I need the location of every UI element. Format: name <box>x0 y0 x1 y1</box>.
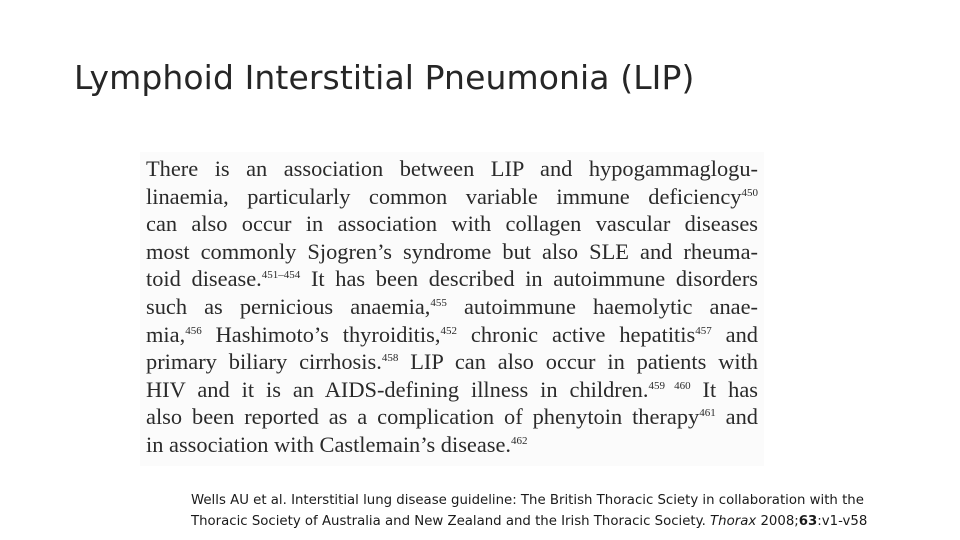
excerpt-text-segment: HIV and it is an AIDS-defining illness in children. <box>146 376 649 402</box>
reference-number: 452 <box>440 324 457 337</box>
excerpt-line <box>146 293 758 321</box>
excerpt-text-segment: Hashimoto’s thyroiditis, <box>201 321 441 347</box>
excerpt-paragraph <box>146 155 758 459</box>
reference-number: 456 <box>185 324 202 337</box>
excerpt-line <box>146 183 758 211</box>
excerpt-text-segment: and <box>715 404 758 430</box>
excerpt-text-segment: linaemia, particularly common variable immune deficiency <box>146 183 742 209</box>
slide-title: Lymphoid Interstitial Pneumonia (LIP) <box>74 58 695 97</box>
excerpt-text-segment: primary biliary cirrhosis. <box>146 349 382 375</box>
excerpt-text-segment: and <box>711 321 758 347</box>
excerpt-text-segment: It has been described in autoimmune disorders <box>300 266 758 292</box>
excerpt-image <box>140 152 764 466</box>
citation-year: 2008; <box>756 514 799 529</box>
citation-volume: 63 <box>798 514 818 529</box>
reference-number: 457 <box>695 324 712 337</box>
excerpt-text-segment: mia, <box>146 321 186 347</box>
citation-journal: Thorax <box>710 514 757 529</box>
excerpt-text-segment: autoimmune haemolytic anae- <box>446 293 758 319</box>
excerpt-text-segment: It has <box>690 376 758 402</box>
reference-number: 450 <box>741 186 758 199</box>
excerpt-text-segment: LIP can also occur in patients with <box>398 349 758 375</box>
reference-number: 451–454 <box>261 269 301 282</box>
excerpt-text-segment: most commonly Sjogren’s syndrome but also SLE and rheuma- <box>146 238 758 264</box>
reference-number: 461 <box>699 407 716 420</box>
excerpt-line <box>146 376 758 404</box>
excerpt-line <box>146 210 758 238</box>
citation <box>191 490 931 532</box>
citation-text: Thoracic Society of Australia and New Zealand and the Irish Thoracic Society. <box>191 514 711 529</box>
reference-number: 455 <box>430 296 447 309</box>
excerpt-line <box>146 321 758 349</box>
excerpt-text-segment: There is an association between LIP and hypogammaglogu- <box>146 156 758 181</box>
excerpt-line <box>146 265 758 293</box>
excerpt-line <box>146 238 758 266</box>
excerpt-line <box>146 431 758 459</box>
excerpt-text-segment: in association with Castlemain’s disease. <box>146 431 512 457</box>
citation-pages: :v1-v58 <box>817 514 868 529</box>
citation-line-1: Wells AU et al. Interstitial lung disease guideline: The British Thoracic Sciety in collaboration with the <box>191 493 864 508</box>
excerpt-text-segment: such as pernicious anaemia, <box>146 293 431 319</box>
reference-number: 459 460 <box>648 379 691 392</box>
excerpt-text-segment: toid disease. <box>146 266 262 292</box>
reference-number: 458 <box>381 352 399 365</box>
excerpt-text-segment: also been reported as a complication of phenytoin therapy <box>146 404 700 430</box>
excerpt-text-segment: can also occur in association with collagen vascular diseases <box>146 211 758 237</box>
citation-line-2 <box>191 511 931 532</box>
excerpt-line <box>146 403 758 431</box>
excerpt-line <box>146 155 758 183</box>
excerpt-text-segment: chronic active hepatitis <box>456 321 696 347</box>
excerpt-line <box>146 348 758 376</box>
reference-number: 462 <box>511 434 528 447</box>
